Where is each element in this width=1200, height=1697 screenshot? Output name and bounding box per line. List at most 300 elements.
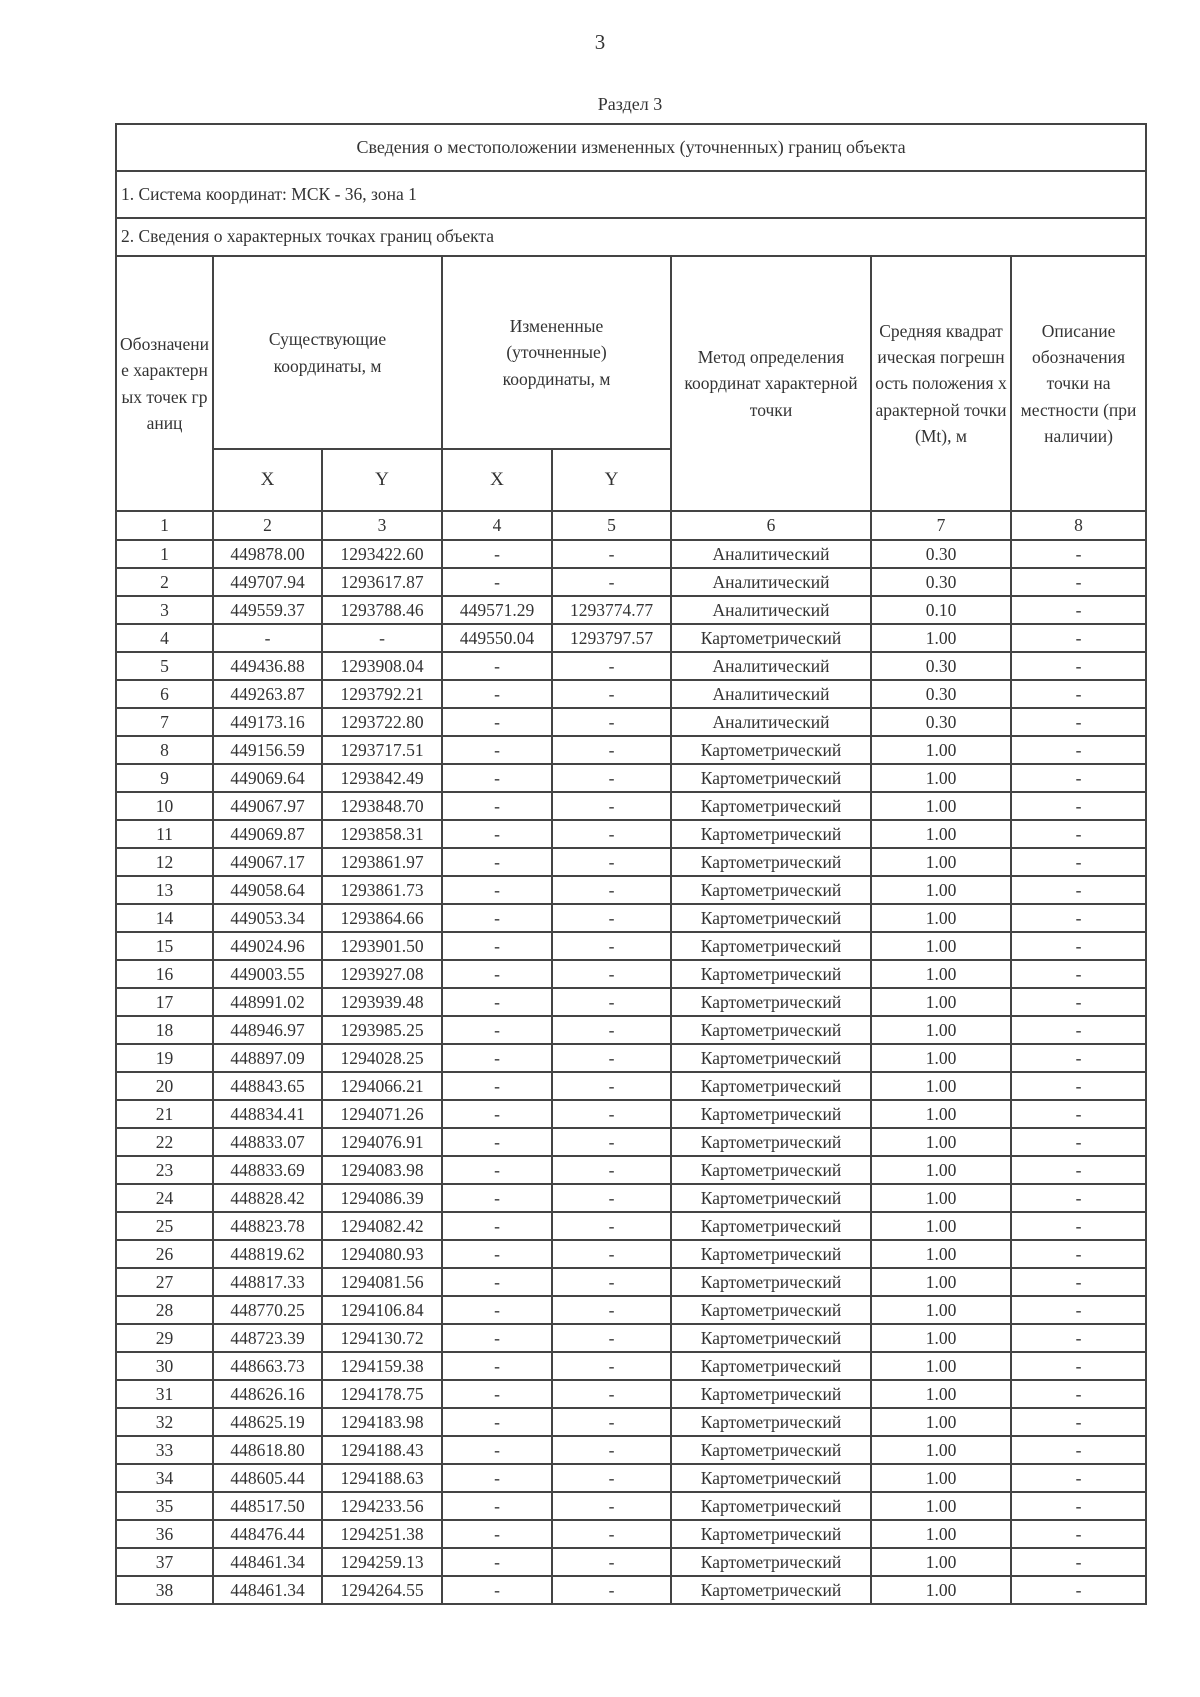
cell-description: - [1011,1436,1146,1464]
cell-method: Картометрический [671,1016,871,1044]
cell-changed-x: - [442,1016,552,1044]
cell-existing-y: 1293788.46 [322,596,442,624]
cell-existing-y: 1294233.56 [322,1492,442,1520]
cell-point-id: 31 [116,1380,213,1408]
cell-changed-x: - [442,1128,552,1156]
table-row [116,1464,1146,1492]
cell-mean-error: 0.30 [871,568,1011,596]
cell-existing-x: 448476.44 [213,1520,322,1548]
cell-mean-error: 1.00 [871,1212,1011,1240]
table-row [116,1436,1146,1464]
cell-existing-y: 1293927.08 [322,960,442,988]
cell-point-id: 15 [116,932,213,960]
cell-existing-x: 448770.25 [213,1296,322,1324]
cell-description: - [1011,1072,1146,1100]
cell-existing-y: 1293861.97 [322,848,442,876]
header-existing-y: Y [322,449,442,511]
cell-description: - [1011,1464,1146,1492]
table-row [116,960,1146,988]
cell-method: Картометрический [671,848,871,876]
cell-existing-y: 1294188.63 [322,1464,442,1492]
cell-changed-x: - [442,876,552,904]
coord-system: 1. Система координат: МСК - 36, зона 1 [116,171,1146,218]
cell-changed-x: - [442,932,552,960]
cell-existing-x: 449069.64 [213,764,322,792]
cell-existing-x: 449878.00 [213,540,322,568]
cell-existing-x: 448625.19 [213,1408,322,1436]
cell-description: - [1011,1324,1146,1352]
column-number: 1 [116,511,213,540]
cell-changed-x: - [442,1576,552,1604]
cell-existing-x: 448461.34 [213,1548,322,1576]
table-row [116,1408,1146,1436]
cell-point-id: 34 [116,1464,213,1492]
cell-existing-y: 1293842.49 [322,764,442,792]
cell-method: Картометрический [671,764,871,792]
cell-mean-error: 1.00 [871,1548,1011,1576]
table-row [116,1324,1146,1352]
table-row [116,932,1146,960]
table-row [116,652,1146,680]
cell-existing-y: 1293422.60 [322,540,442,568]
cell-changed-x: - [442,820,552,848]
cell-existing-x: 448833.69 [213,1156,322,1184]
table-row [116,1156,1146,1184]
boundary-points-table [115,123,1147,1605]
points-heading: 2. Сведения о характерных точках границ объекта [116,218,1146,256]
cell-point-id: 17 [116,988,213,1016]
cell-mean-error: 1.00 [871,1240,1011,1268]
cell-method: Картометрический [671,904,871,932]
cell-mean-error: 0.30 [871,540,1011,568]
table-row [116,1016,1146,1044]
cell-changed-x: - [442,1268,552,1296]
cell-point-id: 30 [116,1352,213,1380]
table-row [116,540,1146,568]
cell-existing-x: 448626.16 [213,1380,322,1408]
cell-method: Картометрический [671,1408,871,1436]
cell-point-id: 37 [116,1548,213,1576]
cell-description: - [1011,596,1146,624]
cell-existing-y: 1294188.43 [322,1436,442,1464]
cell-point-id: 19 [116,1044,213,1072]
cell-method: Картометрический [671,1296,871,1324]
cell-changed-y: - [552,764,671,792]
cell-method: Картометрический [671,932,871,960]
cell-existing-x: 448833.07 [213,1128,322,1156]
table-row [116,764,1146,792]
cell-changed-x: - [442,680,552,708]
cell-description: - [1011,1576,1146,1604]
cell-changed-x: - [442,1072,552,1100]
cell-point-id: 23 [116,1156,213,1184]
cell-point-id: 28 [116,1296,213,1324]
cell-changed-y: - [552,1184,671,1212]
cell-changed-y: - [552,1520,671,1548]
table-row [116,1184,1146,1212]
table-row [116,1268,1146,1296]
cell-description: - [1011,792,1146,820]
cell-existing-x: 448991.02 [213,988,322,1016]
cell-changed-x: - [442,652,552,680]
cell-point-id: 7 [116,708,213,736]
cell-existing-x: 449024.96 [213,932,322,960]
cell-method: Картометрический [671,1268,871,1296]
cell-changed-x: - [442,736,552,764]
cell-changed-x: - [442,1240,552,1268]
cell-existing-x: 448663.73 [213,1352,322,1380]
cell-description: - [1011,1548,1146,1576]
cell-description: - [1011,904,1146,932]
cell-existing-y: 1294178.75 [322,1380,442,1408]
cell-mean-error: 1.00 [871,764,1011,792]
table-row [116,736,1146,764]
cell-mean-error: 1.00 [871,1436,1011,1464]
cell-description: - [1011,876,1146,904]
cell-changed-y: - [552,904,671,932]
cell-description: - [1011,652,1146,680]
cell-changed-y: - [552,652,671,680]
cell-existing-x: 449156.59 [213,736,322,764]
page-number: 3 [594,30,606,54]
cell-changed-y: - [552,960,671,988]
table-row [116,1296,1146,1324]
cell-description: - [1011,1044,1146,1072]
table-row [116,1576,1146,1604]
cell-description: - [1011,1212,1146,1240]
table-row [116,848,1146,876]
cell-mean-error: 1.00 [871,1184,1011,1212]
cell-changed-x: - [442,1436,552,1464]
cell-description: - [1011,1492,1146,1520]
cell-changed-y: - [552,1044,671,1072]
cell-method: Картометрический [671,1184,871,1212]
cell-point-id: 2 [116,568,213,596]
cell-changed-y: - [552,848,671,876]
cell-changed-x: - [442,1492,552,1520]
cell-changed-y: - [552,1576,671,1604]
column-numbers-row [116,511,1146,540]
cell-method: Аналитический [671,708,871,736]
header-error: Средняя квадратическая погрешность положения характерной точки (Mt), м [871,256,1011,511]
cell-method: Картометрический [671,960,871,988]
table-row [116,708,1146,736]
cell-mean-error: 1.00 [871,1408,1011,1436]
cell-method: Картометрический [671,1240,871,1268]
cell-description: - [1011,1408,1146,1436]
cell-changed-x: - [442,1548,552,1576]
section-label: Раздел 3 [597,94,663,114]
column-number: 8 [1011,511,1146,540]
cell-mean-error: 1.00 [871,1100,1011,1128]
cell-changed-y: 1293774.77 [552,596,671,624]
cell-existing-x: 448817.33 [213,1268,322,1296]
cell-existing-y: 1294106.84 [322,1296,442,1324]
cell-existing-x: 449559.37 [213,596,322,624]
cell-changed-x: - [442,540,552,568]
cell-description: - [1011,1268,1146,1296]
cell-existing-x: 448828.42 [213,1184,322,1212]
cell-point-id: 9 [116,764,213,792]
table-row [116,680,1146,708]
cell-changed-y: - [552,1100,671,1128]
cell-changed-y: - [552,1128,671,1156]
table-row [116,792,1146,820]
cell-existing-x: 448819.62 [213,1240,322,1268]
cell-point-id: 38 [116,1576,213,1604]
cell-changed-y: - [552,1296,671,1324]
table-row [116,1044,1146,1072]
cell-method: Картометрический [671,624,871,652]
cell-mean-error: 1.00 [871,1520,1011,1548]
cell-point-id: 32 [116,1408,213,1436]
cell-point-id: 26 [116,1240,213,1268]
cell-description: - [1011,1352,1146,1380]
column-number: 6 [671,511,871,540]
cell-mean-error: 1.00 [871,876,1011,904]
cell-description: - [1011,848,1146,876]
cell-changed-y: - [552,792,671,820]
cell-mean-error: 1.00 [871,1044,1011,1072]
table-row [116,1072,1146,1100]
cell-changed-x: - [442,1296,552,1324]
cell-existing-y: 1293717.51 [322,736,442,764]
cell-changed-y: - [552,1268,671,1296]
cell-point-id: 10 [116,792,213,820]
cell-changed-y: - [552,1324,671,1352]
cell-method: Картометрический [671,1492,871,1520]
cell-changed-x: - [442,1156,552,1184]
column-number: 2 [213,511,322,540]
cell-existing-y: 1294086.39 [322,1184,442,1212]
cell-method: Аналитический [671,568,871,596]
cell-description: - [1011,568,1146,596]
cell-description: - [1011,764,1146,792]
cell-changed-y: - [552,1492,671,1520]
cell-changed-y: - [552,988,671,1016]
cell-existing-x: 449707.94 [213,568,322,596]
cell-mean-error: 1.00 [871,820,1011,848]
cell-mean-error: 1.00 [871,1296,1011,1324]
cell-description: - [1011,540,1146,568]
cell-point-id: 18 [116,1016,213,1044]
cell-description: - [1011,1016,1146,1044]
cell-point-id: 33 [116,1436,213,1464]
cell-changed-x: 449571.29 [442,596,552,624]
column-number: 4 [442,511,552,540]
cell-existing-y: 1293861.73 [322,876,442,904]
cell-existing-x: 448461.34 [213,1576,322,1604]
cell-method: Картометрический [671,876,871,904]
cell-changed-x: - [442,1324,552,1352]
cell-existing-y: 1293864.66 [322,904,442,932]
table-row [116,876,1146,904]
cell-point-id: 25 [116,1212,213,1240]
cell-point-id: 22 [116,1128,213,1156]
cell-existing-x: - [213,624,322,652]
cell-existing-y: 1294076.91 [322,1128,442,1156]
cell-existing-y: 1294183.98 [322,1408,442,1436]
cell-mean-error: 1.00 [871,904,1011,932]
cell-mean-error: 0.10 [871,596,1011,624]
table-row [116,820,1146,848]
cell-existing-x: 449436.88 [213,652,322,680]
cell-changed-x: - [442,792,552,820]
cell-method: Картометрический [671,1212,871,1240]
cell-changed-y: - [552,932,671,960]
cell-method: Картометрический [671,792,871,820]
cell-changed-x: - [442,1044,552,1072]
cell-existing-x: 449173.16 [213,708,322,736]
cell-changed-x: - [442,960,552,988]
cell-mean-error: 1.00 [871,1128,1011,1156]
cell-existing-x: 449067.17 [213,848,322,876]
table-row [116,1128,1146,1156]
cell-method: Картометрический [671,1044,871,1072]
table-row [116,596,1146,624]
cell-description: - [1011,624,1146,652]
cell-existing-x: 448843.65 [213,1072,322,1100]
cell-point-id: 21 [116,1100,213,1128]
cell-mean-error: 1.00 [871,960,1011,988]
table-title: Сведения о местоположении измененных (уточненных) границ объекта [116,124,1146,171]
cell-changed-x: - [442,1520,552,1548]
table-row [116,1352,1146,1380]
cell-point-id: 6 [116,680,213,708]
cell-method: Картометрический [671,820,871,848]
cell-existing-x: 449067.97 [213,792,322,820]
cell-changed-x: - [442,848,552,876]
cell-mean-error: 1.00 [871,736,1011,764]
cell-point-id: 11 [116,820,213,848]
table-row [116,988,1146,1016]
cell-method: Картометрический [671,1352,871,1380]
cell-changed-x: - [442,988,552,1016]
cell-existing-y: 1294259.13 [322,1548,442,1576]
cell-changed-x: 449550.04 [442,624,552,652]
cell-changed-y: - [552,820,671,848]
cell-point-id: 24 [116,1184,213,1212]
cell-existing-y: 1293939.48 [322,988,442,1016]
cell-point-id: 36 [116,1520,213,1548]
cell-mean-error: 1.00 [871,1016,1011,1044]
cell-existing-x: 449263.87 [213,680,322,708]
column-number: 3 [322,511,442,540]
cell-mean-error: 1.00 [871,1324,1011,1352]
cell-point-id: 3 [116,596,213,624]
cell-changed-x: - [442,1212,552,1240]
header-changed-x: X [442,449,552,511]
cell-existing-y: 1294071.26 [322,1100,442,1128]
cell-changed-x: - [442,904,552,932]
cell-mean-error: 0.30 [871,708,1011,736]
cell-changed-y: - [552,1240,671,1268]
cell-existing-y: 1293848.70 [322,792,442,820]
cell-mean-error: 1.00 [871,1492,1011,1520]
cell-mean-error: 0.30 [871,680,1011,708]
cell-changed-x: - [442,764,552,792]
cell-point-id: 29 [116,1324,213,1352]
cell-existing-y: 1294082.42 [322,1212,442,1240]
cell-changed-y: - [552,1352,671,1380]
cell-existing-y: 1293792.21 [322,680,442,708]
cell-mean-error: 1.00 [871,1156,1011,1184]
cell-method: Картометрический [671,1156,871,1184]
header-existing: Существующие координаты, м [213,256,442,449]
cell-changed-y: - [552,876,671,904]
cell-description: - [1011,988,1146,1016]
cell-existing-x: 449003.55 [213,960,322,988]
cell-changed-x: - [442,1184,552,1212]
cell-description: - [1011,1240,1146,1268]
cell-existing-x: 448517.50 [213,1492,322,1520]
header-description: Описание обозначения точки на местности (при наличии) [1011,256,1146,511]
cell-mean-error: 1.00 [871,848,1011,876]
table-row [116,1240,1146,1268]
table-row [116,904,1146,932]
cell-changed-y: - [552,1212,671,1240]
cell-existing-y: 1294066.21 [322,1072,442,1100]
table-row [116,568,1146,596]
cell-changed-x: - [442,1380,552,1408]
cell-existing-y: 1293617.87 [322,568,442,596]
cell-existing-y: 1293985.25 [322,1016,442,1044]
cell-method: Картометрический [671,1464,871,1492]
cell-changed-y: - [552,708,671,736]
cell-method: Картометрический [671,1520,871,1548]
cell-description: - [1011,1128,1146,1156]
cell-mean-error: 1.00 [871,988,1011,1016]
cell-existing-y: 1294159.38 [322,1352,442,1380]
cell-description: - [1011,1156,1146,1184]
cell-existing-x: 449069.87 [213,820,322,848]
cell-existing-y: 1294264.55 [322,1576,442,1604]
cell-changed-x: - [442,1100,552,1128]
cell-mean-error: 0.30 [871,652,1011,680]
cell-changed-y: - [552,540,671,568]
cell-method: Аналитический [671,596,871,624]
cell-method: Картометрический [671,1072,871,1100]
cell-existing-x: 448946.97 [213,1016,322,1044]
cell-changed-y: - [552,1464,671,1492]
cell-existing-y: 1293858.31 [322,820,442,848]
cell-method: Картометрический [671,736,871,764]
cell-mean-error: 1.00 [871,1380,1011,1408]
cell-point-id: 8 [116,736,213,764]
table-row [116,1212,1146,1240]
cell-changed-y: - [552,680,671,708]
header-changed-y: Y [552,449,671,511]
cell-point-id: 5 [116,652,213,680]
cell-method: Картометрический [671,988,871,1016]
cell-existing-y: 1294130.72 [322,1324,442,1352]
cell-description: - [1011,708,1146,736]
cell-point-id: 27 [116,1268,213,1296]
cell-point-id: 14 [116,904,213,932]
cell-changed-y: - [552,1072,671,1100]
cell-description: - [1011,1184,1146,1212]
cell-changed-y: - [552,1380,671,1408]
cell-changed-x: - [442,568,552,596]
cell-method: Картометрический [671,1324,871,1352]
cell-existing-x: 448834.41 [213,1100,322,1128]
cell-mean-error: 1.00 [871,1576,1011,1604]
cell-existing-y: 1294028.25 [322,1044,442,1072]
cell-method: Аналитический [671,540,871,568]
cell-existing-x: 448897.09 [213,1044,322,1072]
cell-mean-error: 1.00 [871,1352,1011,1380]
cell-description: - [1011,932,1146,960]
